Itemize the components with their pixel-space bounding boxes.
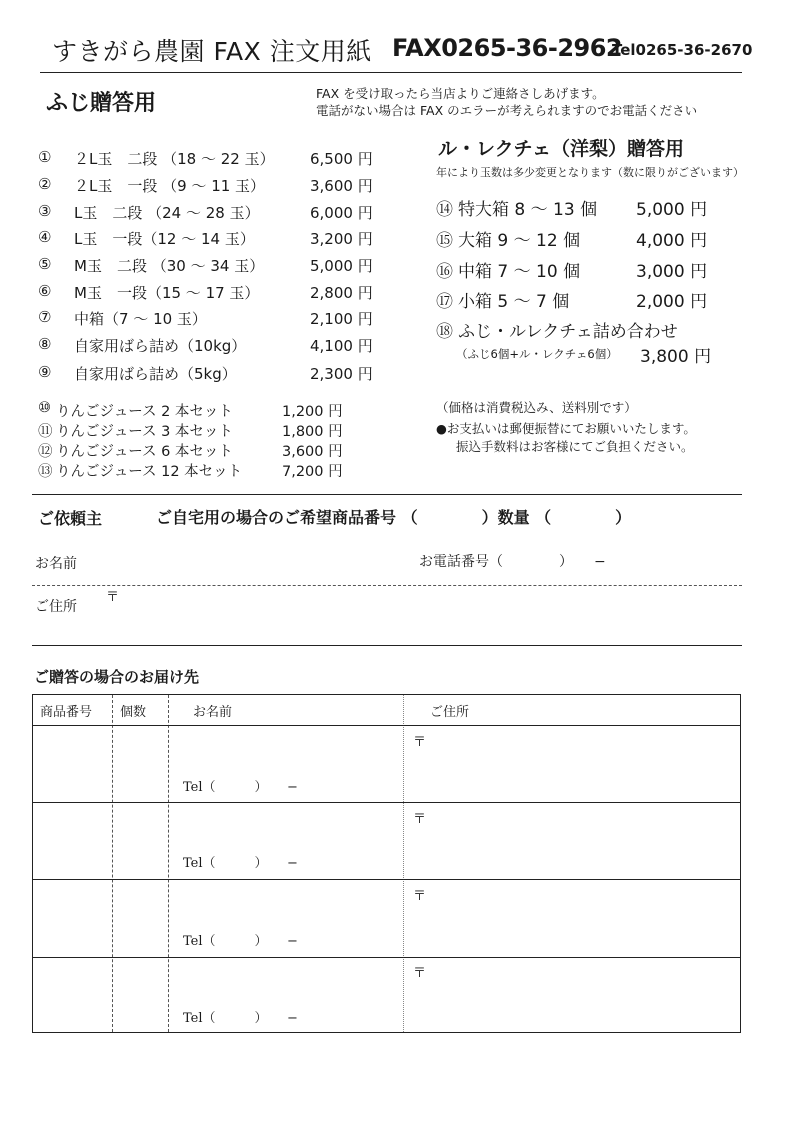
item-price: 2,300 円	[310, 365, 373, 383]
requester-name-field[interactable]: お名前	[35, 556, 77, 572]
item-name: 中箱（7 〜 10 玉）	[74, 310, 207, 328]
row-divider	[32, 802, 741, 803]
postal-mark-icon: 〒	[413, 966, 427, 981]
item-number: ③	[38, 202, 52, 220]
item-number: ⑦	[38, 308, 52, 326]
fee-note: 振込手数料はお客様にてご負担ください。	[456, 439, 694, 454]
column-header-address: ご住所	[430, 705, 470, 720]
item-name: りんごジュース 6 本セット	[56, 444, 233, 460]
header-divider	[40, 72, 742, 73]
requester-dashed-divider	[32, 585, 742, 586]
row-divider	[32, 957, 741, 958]
item-name: 自家用ばら詰め（10kg）	[74, 337, 247, 355]
item-name: ２L玉 二段 （18 〜 22 玉）	[74, 150, 275, 168]
tax-note: （価格は消費税込み、送料別です）	[436, 400, 637, 415]
item-price: 3,200 円	[310, 230, 373, 248]
item-number: ⑩	[38, 400, 51, 416]
combo-price: 3,800 円	[640, 347, 712, 367]
column-divider	[168, 695, 169, 1032]
column-divider	[403, 695, 404, 1032]
item-price: 5,000 円	[636, 200, 708, 220]
item-price: 3,000 円	[636, 262, 708, 282]
requester-address-field[interactable]: ご住所	[35, 599, 77, 615]
tel-number: Tel0265-36-2670	[612, 41, 753, 59]
item-number: ⑥	[38, 282, 52, 300]
item-number: ⑬	[38, 464, 53, 480]
combo-contents: （ふじ6個+ル・レクチェ6個）	[456, 347, 618, 361]
item-price: 4,000 円	[636, 231, 708, 251]
item-number: ①	[38, 148, 52, 166]
column-header-name: お名前	[193, 705, 233, 720]
item-number: ⑧	[38, 335, 52, 353]
item-price: 3,600 円	[310, 177, 373, 195]
requester-heading: ご依頼主	[38, 509, 103, 528]
postal-mark-icon: 〒	[413, 735, 427, 750]
item-number: ⑪	[38, 424, 53, 440]
page-title: すきがら農園 FAX 注文用紙	[52, 37, 372, 66]
item-name: りんごジュース 2 本セット	[56, 404, 233, 420]
item-name: りんごジュース 3 本セット	[56, 424, 233, 440]
gift-tel-field[interactable]: Tel（ ） −	[183, 934, 298, 949]
item-name: 大箱 9 〜 12 個	[458, 231, 581, 251]
postal-mark-icon: 〒	[413, 889, 427, 904]
lectier-section-heading: ル・レクチェ（洋梨）贈答用	[438, 138, 685, 160]
item-name: 小箱 5 〜 7 個	[458, 292, 570, 312]
item-number: ⑫	[38, 444, 53, 460]
item-price: 5,000 円	[310, 257, 373, 275]
payment-note: ●お支払いは郵便振替にてお願いいたします。	[436, 421, 696, 436]
item-price: 3,600 円	[282, 444, 343, 460]
gift-destination-table	[32, 694, 741, 1033]
column-divider	[112, 695, 113, 1032]
item-name: L玉 二段 （24 〜 28 玉）	[74, 204, 260, 222]
item-number: ④	[38, 228, 52, 246]
item-name: りんごジュース 12 本セット	[56, 464, 243, 480]
contact-notice-line-1: FAX を受け取ったら当店よりご連絡さしあげます。	[316, 86, 605, 101]
item-price: 2,100 円	[310, 310, 373, 328]
item-name: 特大箱 8 〜 13 個	[458, 200, 598, 220]
fax-number: FAX0265-36-2962	[392, 34, 623, 62]
item-number: ⑤	[38, 255, 52, 273]
item-price: 6,500 円	[310, 150, 373, 168]
home-order-field[interactable]: ご自宅用の場合のご希望商品番号 （ ）数量 （ ）	[156, 508, 632, 527]
column-header-quantity: 個数	[120, 705, 147, 720]
table-header-divider	[32, 725, 741, 726]
item-number: ⑨	[38, 363, 52, 381]
gift-tel-field[interactable]: Tel（ ） −	[183, 856, 298, 871]
item-price: 6,000 円	[310, 204, 373, 222]
item-number: ②	[38, 175, 52, 193]
column-header-item-number: 商品番号	[40, 705, 93, 720]
item-number: ⑯	[436, 262, 453, 282]
item-price: 2,800 円	[310, 284, 373, 302]
item-price: 1,800 円	[282, 424, 343, 440]
gift-tel-field[interactable]: Tel（ ） −	[183, 1011, 298, 1026]
gift-tel-field[interactable]: Tel（ ） −	[183, 780, 298, 795]
item-name: M玉 二段 （30 〜 34 玉）	[74, 257, 265, 275]
lectier-note: 年により玉数は多少変更となります（数に限りがございます）	[436, 166, 744, 179]
requester-phone-field[interactable]: お電話番号（ ） −	[419, 554, 606, 570]
item-number: ⑮	[436, 231, 453, 251]
item-number: ⑱	[436, 322, 453, 342]
item-number: ⑰	[436, 292, 453, 312]
postal-mark-icon: 〒	[106, 590, 120, 605]
item-name: M玉 一段（15 〜 17 玉）	[74, 284, 260, 302]
item-name: ２L玉 一段 （9 〜 11 玉）	[74, 177, 266, 195]
item-price: 2,000 円	[636, 292, 708, 312]
gift-section-heading: ご贈答の場合のお届け先	[34, 668, 200, 686]
item-name: L玉 一段（12 〜 14 玉）	[74, 230, 255, 248]
item-price: 7,200 円	[282, 464, 343, 480]
contact-notice-line-2: 電話がない場合は FAX のエラーが考えられますのでお電話ください	[316, 103, 698, 118]
item-price: 4,100 円	[310, 337, 373, 355]
item-name: ふじ・ルレクチェ詰め合わせ	[458, 322, 678, 342]
fuji-section-heading: ふじ贈答用	[46, 91, 157, 116]
item-name: 自家用ばら詰め（5kg）	[74, 365, 237, 383]
item-price: 1,200 円	[282, 404, 343, 420]
item-number: ⑭	[436, 200, 453, 220]
item-name: 中箱 7 〜 10 個	[458, 262, 581, 282]
row-divider	[32, 879, 741, 880]
requester-top-divider	[32, 494, 742, 495]
postal-mark-icon: 〒	[413, 812, 427, 827]
requester-bottom-divider	[32, 645, 742, 646]
